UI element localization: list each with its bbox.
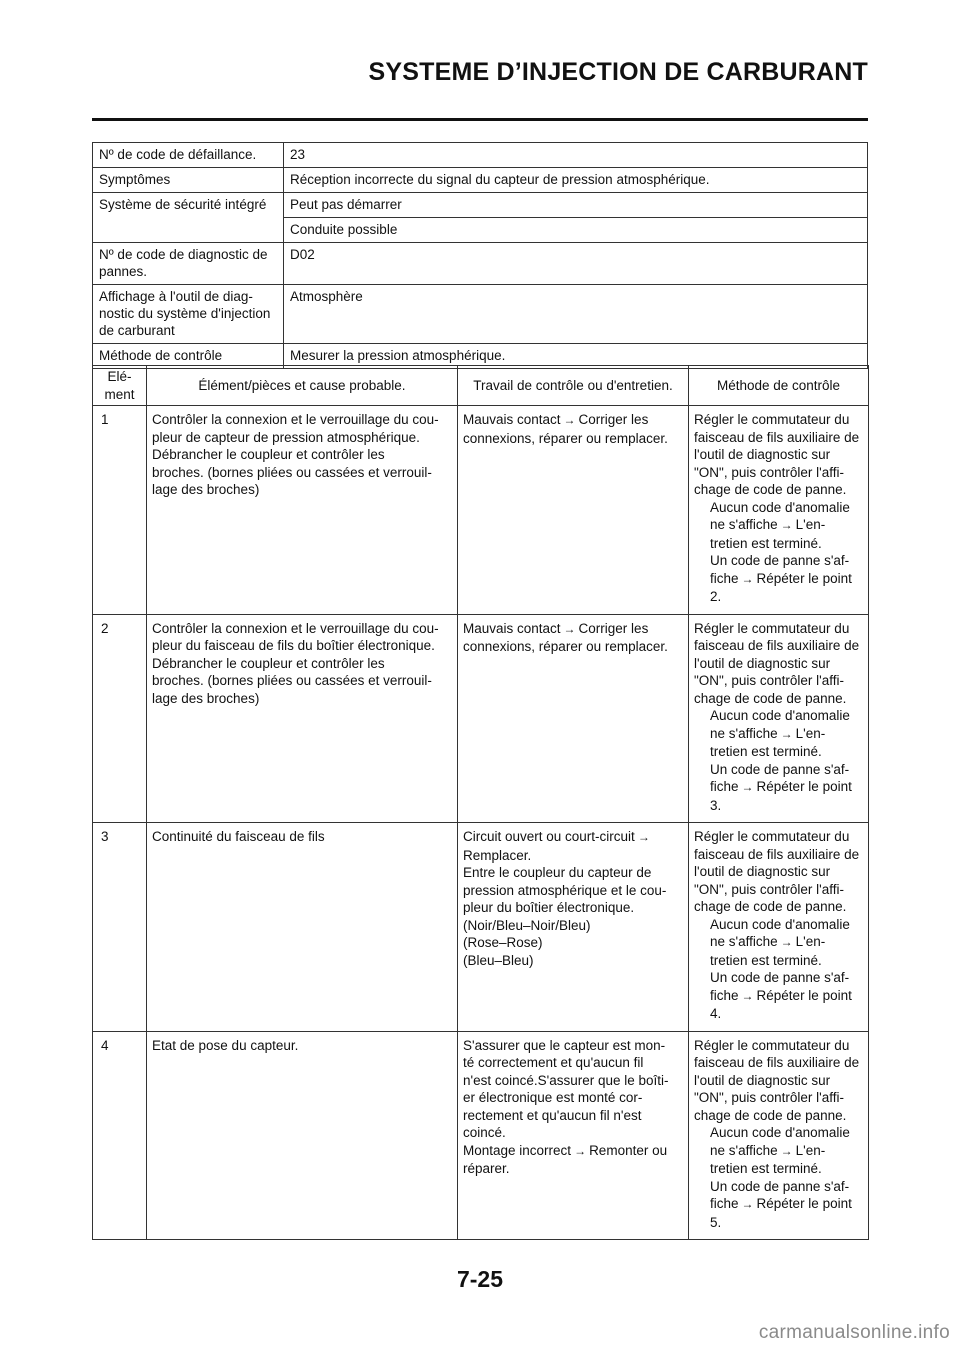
table-row	[93, 406, 869, 615]
check-indent: Un code de panne s'af-	[710, 553, 850, 568]
check-line: "ON", puis contrôler l'affi-	[694, 881, 844, 897]
cause-line: Contrôler la connexion et le verrouillage du cou-	[152, 620, 439, 636]
table-row	[93, 614, 869, 823]
check-line: Régler le commutateur du	[694, 1037, 850, 1053]
arrow-right-icon: →	[741, 571, 754, 586]
check-indent	[694, 778, 863, 797]
work-line: rectement et qu'aucun fil n'est	[463, 1107, 642, 1123]
check-indent	[694, 1195, 863, 1214]
check-text: ne s'affiche	[710, 934, 778, 949]
info-row-symptoms	[93, 168, 868, 193]
diagnosis-table	[92, 365, 869, 1240]
work-line: coincé.	[463, 1125, 506, 1140]
work-text: Mauvais contact	[463, 412, 561, 427]
method-value: Mesurer la pression atmosphérique.	[284, 344, 868, 369]
check-line: faisceau de fils auxiliaire de	[694, 638, 860, 653]
work-line: (Bleu–Bleu)	[463, 952, 534, 968]
work-text: Montage incorrect	[463, 1142, 572, 1158]
check-line: "ON", puis contrôler l'affi-	[694, 464, 844, 480]
tool-display-label: Affichage à l'outil de diag-nostic du système d'injection de carburant	[93, 285, 284, 344]
check-line: faisceau de fils auxiliaire de	[694, 429, 860, 445]
work-line: réparer.	[463, 1161, 510, 1176]
check-line: Régler le commutateur du	[694, 412, 850, 427]
check-line: chage de code de panne.	[694, 690, 847, 706]
check-indent: 4.	[710, 1006, 722, 1021]
check-line: l'outil de diagnostic sur	[694, 864, 831, 879]
work-text: Corriger les	[578, 412, 649, 427]
work-line: Entre le coupleur du capteur de	[463, 865, 652, 880]
check-text: L'en-	[795, 517, 826, 532]
check-cell	[689, 406, 869, 615]
work-line: pleur du boîtier électronique.	[463, 900, 635, 915]
work-line: (Noir/Bleu–Noir/Bleu)	[463, 917, 591, 933]
arrow-right-icon: →	[574, 1143, 587, 1158]
check-text: ne s'affiche	[710, 1142, 778, 1158]
check-line: Régler le commutateur du	[694, 620, 850, 636]
check-cell	[689, 1031, 869, 1240]
work-line: pression atmosphérique et le cou-	[463, 882, 667, 898]
work-cell	[458, 406, 689, 615]
arrow-right-icon: →	[780, 1143, 793, 1158]
cause-cell	[147, 823, 458, 1032]
row-number: 1	[93, 406, 147, 615]
work-line	[463, 1142, 683, 1161]
check-indent: tretien est terminé.	[710, 1161, 822, 1176]
check-cell	[689, 614, 869, 823]
arrow-right-icon: →	[780, 518, 793, 532]
check-line: Régler le commutateur du	[694, 829, 850, 844]
check-text: Répéter le point	[756, 1196, 852, 1211]
check-indent: Un code de panne s'af-	[710, 970, 850, 985]
work-text: Corriger les	[578, 620, 649, 636]
row-number: 2	[93, 614, 147, 823]
arrow-right-icon: →	[741, 780, 754, 794]
check-line: chage de code de panne.	[694, 899, 847, 914]
table-row	[93, 823, 869, 1032]
check-line: chage de code de panne.	[694, 1107, 847, 1123]
fault-code-label: Nº de code de défaillance.	[93, 143, 284, 168]
header-check: Méthode de contrôle	[689, 366, 869, 406]
check-indent: tretien est terminé.	[710, 744, 822, 759]
work-line: S'assurer que le capteur est mon-	[463, 1037, 666, 1053]
arrow-right-icon: →	[780, 935, 793, 949]
work-line: connexions, réparer ou remplacer.	[463, 639, 668, 654]
arrow-right-icon: →	[780, 726, 793, 741]
row-number: 4	[93, 1031, 147, 1240]
check-line: l'outil de diagnostic sur	[694, 655, 831, 671]
check-text: ne s'affiche	[710, 725, 778, 741]
check-text: Répéter le point	[756, 779, 852, 794]
info-row-fault-code	[93, 143, 868, 168]
check-line: "ON", puis contrôler l'affi-	[694, 673, 844, 688]
diag-code-label: Nº de code de diagnostic de pannes.	[93, 243, 284, 285]
check-text: fiche	[710, 570, 739, 586]
arrow-right-icon: →	[637, 830, 650, 844]
work-cell	[458, 1031, 689, 1240]
failsafe-label: Système de sécurité intégré	[93, 193, 284, 243]
work-line: té correctement et qu'aucun fil	[463, 1055, 644, 1070]
arrow-right-icon: →	[563, 621, 576, 636]
check-indent	[694, 987, 863, 1006]
check-indent: 2.	[710, 589, 722, 604]
cause-line: Contrôler la connexion et le verrouillage du cou-	[152, 412, 439, 427]
check-text: Répéter le point	[756, 987, 852, 1003]
check-text: Répéter le point	[756, 570, 852, 586]
header-item: Elé-ment	[93, 366, 147, 406]
symptoms-label: Symptômes	[93, 168, 284, 193]
cause-line: lage des broches)	[152, 482, 260, 497]
work-line: (Rose–Rose)	[463, 935, 543, 950]
check-indent	[694, 933, 863, 952]
diag-code-value: D02	[284, 243, 868, 285]
check-indent: Aucun code d'anomalie	[710, 708, 850, 723]
work-text: Remonter ou	[589, 1142, 668, 1158]
check-indent: tretien est terminé.	[710, 535, 822, 551]
info-row-failsafe	[93, 193, 868, 218]
method-label: Méthode de contrôle	[93, 344, 284, 369]
check-indent: 3.	[710, 797, 722, 813]
check-line: faisceau de fils auxiliaire de	[694, 846, 860, 862]
check-text: fiche	[710, 1196, 739, 1211]
check-indent: Aucun code d'anomalie	[710, 1125, 850, 1140]
check-text: L'en-	[795, 725, 826, 741]
check-line: l'outil de diagnostic sur	[694, 1072, 831, 1088]
info-row-diag-code	[93, 243, 868, 285]
check-text: L'en-	[795, 1142, 826, 1158]
check-indent	[694, 570, 863, 589]
cause-line: lage des broches)	[152, 690, 260, 706]
work-line: er électronique est monté cor-	[463, 1090, 643, 1105]
check-indent	[694, 516, 863, 535]
header-cause: Élément/pièces et cause probable.	[147, 366, 458, 406]
check-text: ne s'affiche	[710, 517, 778, 532]
tool-display-value: Atmosphère	[284, 285, 868, 344]
work-line	[463, 620, 683, 639]
fault-code-value: 23	[284, 143, 868, 168]
check-indent: tretien est terminé.	[710, 952, 822, 968]
page-number: 7-25	[456, 1266, 504, 1292]
fault-info-table	[92, 142, 868, 369]
header-rule	[92, 118, 868, 121]
failsafe-value-1: Peut pas démarrer	[284, 193, 868, 218]
cause-cell	[147, 1031, 458, 1240]
diagnosis-header-row	[93, 366, 869, 406]
check-indent: Un code de panne s'af-	[710, 1178, 850, 1194]
work-line	[463, 411, 683, 430]
work-cell	[458, 823, 689, 1032]
check-indent: Aucun code d'anomalie	[710, 916, 850, 932]
check-indent	[694, 725, 863, 744]
symptoms-value: Réception incorrecte du signal du capteur de pression atmosphérique.	[284, 168, 868, 193]
check-text: L'en-	[795, 934, 826, 949]
cause-line: Etat de pose du capteur.	[152, 1037, 299, 1053]
check-indent: Aucun code d'anomalie	[710, 499, 850, 515]
row-number: 3	[93, 823, 147, 1032]
check-cell	[689, 823, 869, 1032]
check-indent: 5.	[710, 1214, 722, 1230]
page-title: SYSTEME D’INJECTION DE CARBURANT	[368, 58, 868, 86]
check-indent: Un code de panne s'af-	[710, 761, 850, 777]
work-cell	[458, 614, 689, 823]
work-text: Circuit ouvert ou court-circuit	[463, 829, 635, 844]
check-line: l'outil de diagnostic sur	[694, 447, 831, 462]
header-work: Travail de contrôle ou d'entretien.	[458, 366, 689, 406]
cause-line: pleur de capteur de pression atmosphérique.	[152, 429, 420, 445]
cause-line: Débrancher le coupleur et contrôler les	[152, 447, 385, 462]
cause-cell	[147, 614, 458, 823]
arrow-right-icon: →	[563, 413, 576, 427]
check-indent	[694, 1142, 863, 1161]
cause-line: Débrancher le coupleur et contrôler les	[152, 655, 385, 671]
arrow-right-icon: →	[741, 988, 754, 1003]
cause-line: pleur du faisceau de fils du boîtier électronique.	[152, 638, 435, 653]
work-line: n'est coincé.S'assurer que le boîti-	[463, 1072, 669, 1088]
check-text: fiche	[710, 987, 739, 1003]
table-row	[93, 1031, 869, 1240]
info-row-tool-display	[93, 285, 868, 344]
cause-cell	[147, 406, 458, 615]
check-text: fiche	[710, 779, 739, 794]
failsafe-value-2: Conduite possible	[284, 218, 868, 243]
arrow-right-icon: →	[741, 1197, 754, 1211]
work-line: connexions, réparer ou remplacer.	[463, 430, 668, 446]
work-line	[463, 828, 683, 847]
check-line: "ON", puis contrôler l'affi-	[694, 1090, 844, 1105]
cause-line: broches. (bornes pliées ou cassées et verrouil-	[152, 464, 432, 480]
cause-line: broches. (bornes pliées ou cassées et verrouil-	[152, 673, 432, 688]
watermark: carmanualsonline.info	[758, 1322, 950, 1343]
work-text: Mauvais contact	[463, 620, 561, 636]
cause-line: Continuité du faisceau de fils	[152, 829, 325, 844]
check-line: faisceau de fils auxiliaire de	[694, 1055, 860, 1070]
work-line: Remplacer.	[463, 847, 532, 863]
check-line: chage de code de panne.	[694, 482, 847, 497]
